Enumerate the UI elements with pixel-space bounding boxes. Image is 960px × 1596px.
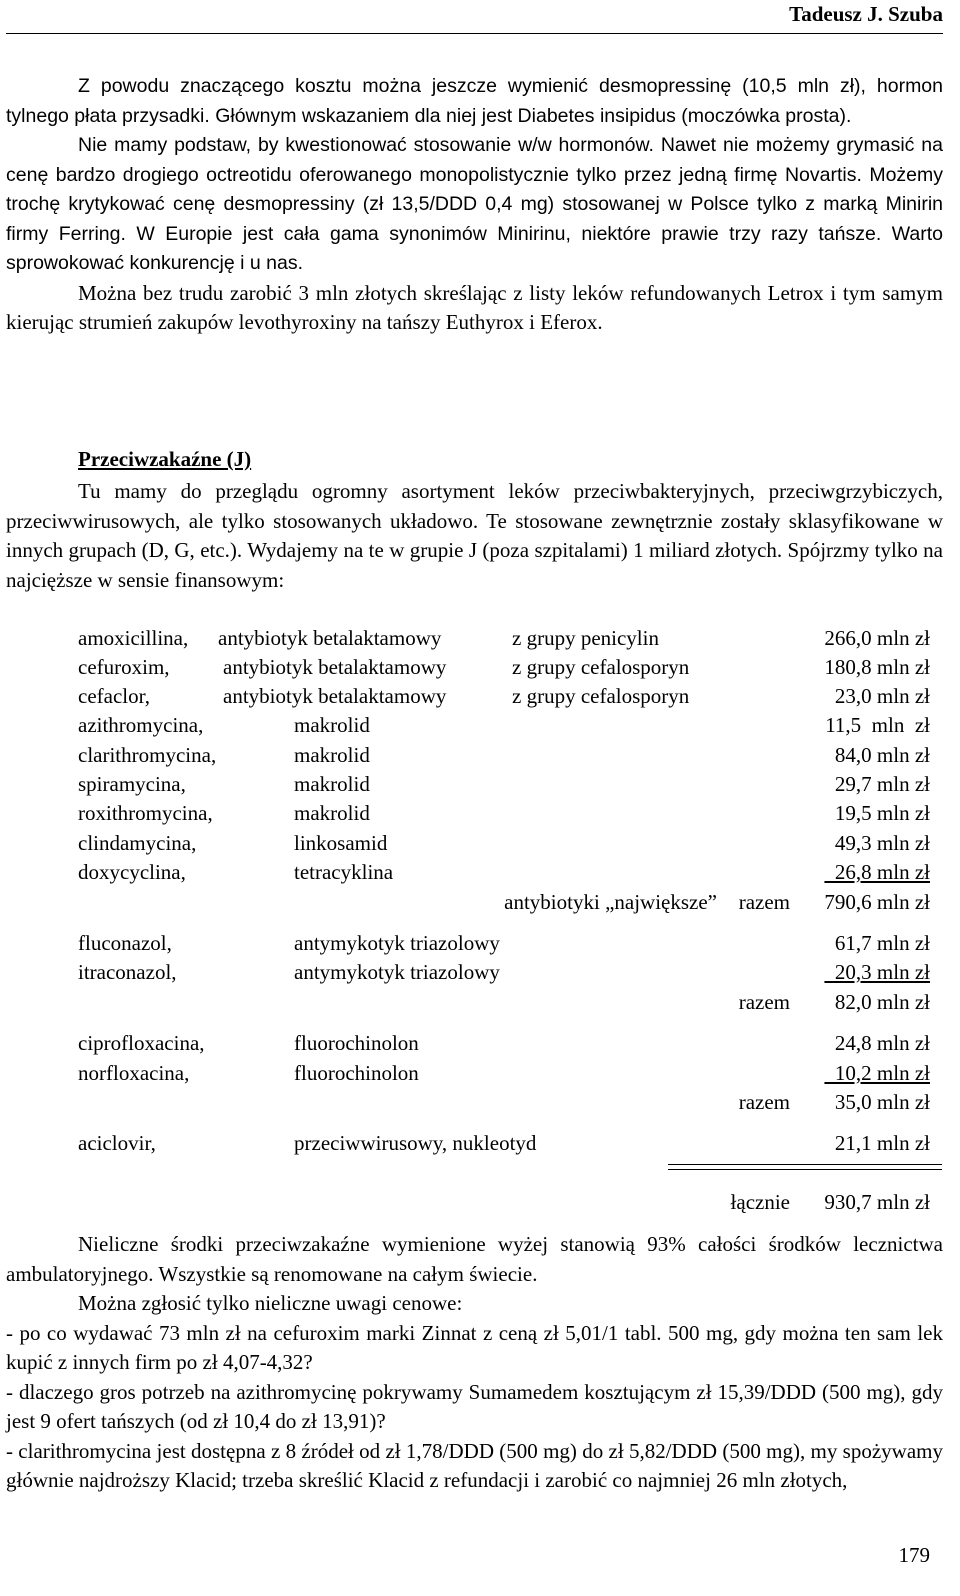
drug-name: fluconazol, — [78, 931, 172, 955]
drug-type: antybiotyk betalaktamowy — [223, 684, 447, 708]
drug-value: 21,1 mln zł — [834, 1131, 930, 1155]
subtotal-row — [0, 1088, 960, 1117]
outro-block — [6, 1230, 943, 1496]
drug-row — [0, 741, 960, 770]
drug-group: z grupy cefalosporyn — [512, 655, 690, 679]
drug-value: 180,8 mln zł — [824, 655, 930, 679]
drug-name: roxithromycina, — [78, 801, 213, 825]
intro-paragraph-1: Z powodu znaczącego kosztu można jeszcze wymienić desmopressinę (10,5 mln zł), hormon tylnego płata przysadki. Głównym wskazaniem dla niej jest Diabetes insipidus (moczówka prosta). — [6, 75, 943, 127]
drug-row — [0, 829, 960, 858]
intro-paragraph-2: Nie mamy podstaw, by kwestionować stosowanie w/w hormonów. Nawet nie możemy grymasić na cenę bardzo drogiego octreotidu oferowanego monopolistycznie tylko przez jedną firmę Novartis. Możemy trochę krytykować cenę desmopressiny (zł 13,5/DDD 0,4 mg) stosowanej w Polsce tylko z marką Minirin firmy Ferring. W Europie jest cała gama synonimów Minirinu, niektóre prawie trzy razy tańsze. Warto sprowokować konkurencję i u nas. — [6, 134, 943, 274]
section-intro — [6, 477, 943, 595]
drug-type: antybiotyk betalaktamowy — [223, 655, 447, 679]
drug-group: z grupy cefalosporyn — [512, 684, 690, 708]
drug-type: antybiotyk betalaktamowy — [218, 626, 442, 650]
grand-total-value: 930,7 mln zł — [824, 1190, 930, 1214]
drug-row — [0, 858, 960, 887]
remark-item: - clarithromycina jest dostępna z 8 źródeł od zł 1,78/DDD (500 mg) do zł 5,82/DDD (500 mg), my spożywamy głównie najdroższy Klacid; trzeba skreślić Klacid z refundacji i zarobić co najmniej 26 mln złotych, — [6, 1438, 943, 1492]
drug-name: clarithromycina, — [78, 743, 217, 767]
drug-name: norfloxacina, — [78, 1061, 190, 1085]
drug-name: clindamycina, — [78, 831, 197, 855]
subtotal-value: 35,0 mln zł — [834, 1090, 930, 1114]
drug-type: makrolid — [294, 713, 370, 737]
drug-group: z grupy penicylin — [512, 626, 659, 650]
drug-value: 266,0 mln zł — [824, 626, 930, 650]
drug-name: aciclovir, — [78, 1131, 156, 1155]
drug-row — [0, 1029, 960, 1058]
drug-type: antymykotyk triazolowy — [294, 960, 500, 984]
drug-row — [0, 682, 960, 711]
drug-value: 61,7 mln zł — [834, 931, 930, 955]
drug-type: tetracyklina — [294, 860, 394, 884]
subtotal-value: 790,6 mln zł — [824, 890, 930, 914]
drug-type: linkosamid — [294, 831, 388, 855]
drug-name: amoxicillina, — [78, 626, 189, 650]
grand-total-row — [0, 1188, 960, 1217]
drug-row — [0, 958, 960, 987]
drug-value: 29,7 mln zł — [834, 772, 930, 796]
subtotal-value: 82,0 mln zł — [834, 990, 930, 1014]
drug-type: makrolid — [294, 801, 370, 825]
drug-row — [0, 624, 960, 653]
drug-row — [0, 1129, 960, 1158]
drug-value: 10,2 mln zł — [824, 1061, 930, 1085]
section-title: Przeciwzakaźne (J) — [78, 447, 252, 471]
subtotal-row — [0, 888, 960, 917]
drug-type: antymykotyk triazolowy — [294, 931, 500, 955]
drug-value: 11,5 mln zł — [825, 713, 930, 737]
drug-row — [0, 799, 960, 828]
intro-paragraph-3: Można bez trudu zarobić 3 mln złotych skreślając z listy leków refundowanych Letrox i tym samym kierując strumień zakupów levothyroxiny na tańszy Euthyrox i Eferox. — [6, 280, 943, 334]
drug-row — [0, 1059, 960, 1088]
drug-value: 49,3 mln zł — [834, 831, 930, 855]
drug-value: 19,5 mln zł — [834, 801, 930, 825]
drug-name: ciprofloxacina, — [78, 1031, 205, 1055]
grand-total-label: łącznie — [730, 1190, 790, 1214]
outro-paragraph-2: Można zgłosić tylko nieliczne uwagi cenowe: — [78, 1291, 463, 1315]
section-paragraph: Tu mamy do przeglądu ogromny asortyment leków przeciwbakteryjnych, przeciwgrzybiczych, przeciwwirusowych, ale tylko stosowanych układowo. Te stosowane zewnętrznie zostały sklasyfikowane w innych grupach (D, G, etc.). Wydajemy na te w grupie J (poza szpitalami) 1 miliard złotych. Spójrzmy tylko na najcięższe w sensie finansowym: — [6, 479, 943, 592]
subtotal-razem: razem — [738, 990, 790, 1014]
drug-value: 26,8 mln zł — [824, 860, 930, 884]
drug-value: 23,0 mln zł — [834, 684, 930, 708]
drug-value: 24,8 mln zł — [834, 1031, 930, 1055]
drug-type: fluorochinolon — [294, 1031, 419, 1055]
drug-row — [0, 929, 960, 958]
page-number: 179 — [898, 1543, 930, 1567]
subtotal-label: antybiotyki „największe” — [504, 890, 717, 914]
drug-type: fluorochinolon — [294, 1061, 419, 1085]
subtotal-razem: razem — [738, 1090, 790, 1114]
drug-type: makrolid — [294, 772, 370, 796]
drug-name: doxycyclina, — [78, 860, 186, 884]
drug-row — [0, 711, 960, 740]
drug-name: cefuroxim, — [78, 655, 170, 679]
header-rule — [6, 33, 943, 34]
drug-name: itraconazol, — [78, 960, 177, 984]
remark-item: - po co wydawać 73 mln zł na cefuroxim marki Zinnat z ceną zł 5,01/1 tabl. 500 mg, gdy można ten sam lek kupić z innych firm po zł 4,07-4,32? — [6, 1320, 943, 1374]
subtotal-razem: razem — [738, 890, 790, 914]
drug-type: przeciwwirusowy, nukleotyd — [294, 1131, 537, 1155]
intro-block — [6, 72, 943, 338]
subtotal-row — [0, 988, 960, 1017]
drug-name: cefaclor, — [78, 684, 151, 708]
drug-value: 20,3 mln zł — [824, 960, 930, 984]
drug-type: makrolid — [294, 743, 370, 767]
drug-name: azithromycina, — [78, 713, 204, 737]
running-header-author: Tadeusz J. Szuba — [789, 2, 943, 26]
outro-paragraph-1: Nieliczne środki przeciwzakaźne wymienione wyżej stanowią 93% całości środków lecznictwa ambulatoryjnego. Wszystkie są renomowane na całym świecie. — [6, 1232, 943, 1286]
drug-name: spiramycina, — [78, 772, 186, 796]
drug-row — [0, 653, 960, 682]
drug-value: 84,0 mln zł — [834, 743, 930, 767]
remark-item: - dlaczego gros potrzeb na azithromycinę pokrywamy Sumamedem kosztującym zł 15,39/DDD (500 mg), gdy jest 9 ofert tańszych (od zł 10,4 do zł 13,91)? — [6, 1379, 943, 1433]
drug-row — [0, 770, 960, 799]
total-double-rule — [668, 1164, 942, 1170]
